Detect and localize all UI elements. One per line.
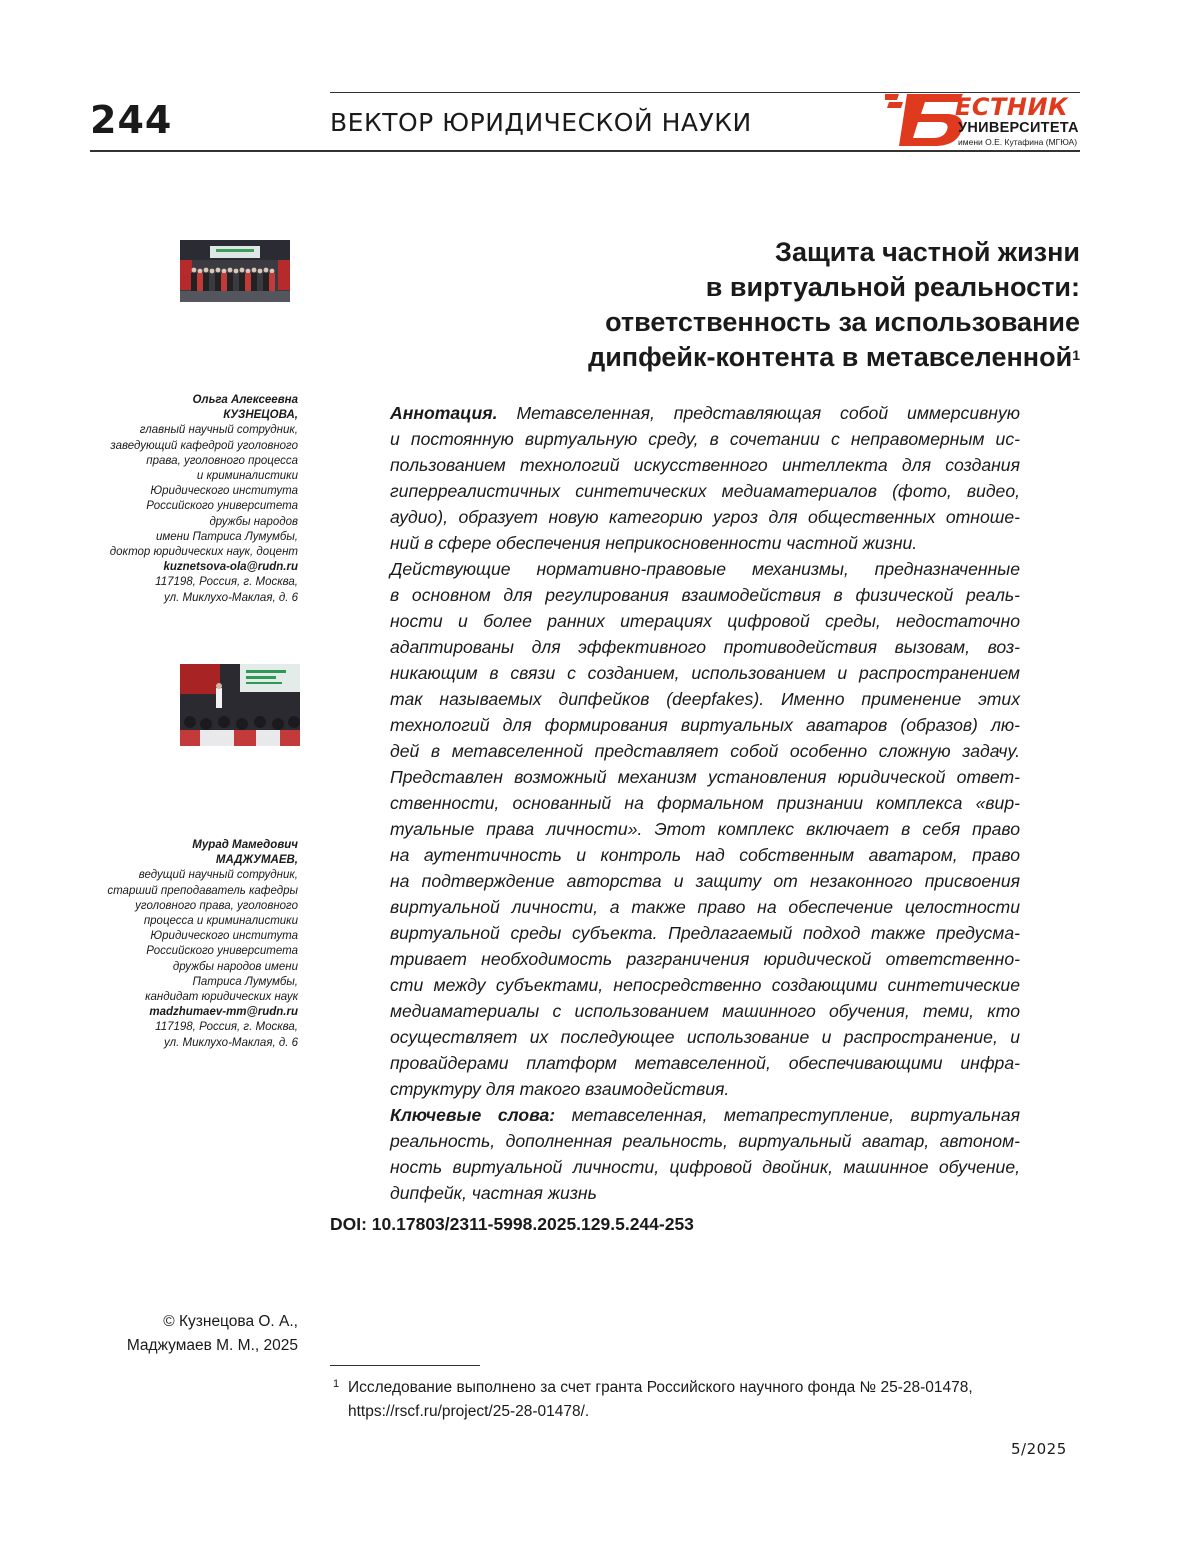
conference-photo-2 <box>180 664 300 746</box>
section-title: ВЕКТОР ЮРИДИЧЕСКОЙ НАУКИ <box>330 108 752 137</box>
footnote <box>348 1376 1088 1424</box>
abstract-line: технологий для формирования виртуальных аватаров (образов) лю- <box>390 712 1020 738</box>
abstract-line: ний в сфере обеспечения неприкосновенности частной жизни. <box>390 530 1020 556</box>
author-affiliation-line: и криминалистики <box>68 469 298 484</box>
author-block <box>68 393 298 606</box>
abstract-line: структуру для такого взаимодействия. <box>390 1076 1020 1102</box>
abstract-label: Аннотация. <box>390 403 498 423</box>
doi-link[interactable]: DOI: 10.17803/2311-5998.2025.129.5.244-253 <box>330 1214 694 1235</box>
author-address-line: 117198, Россия, г. Москва, <box>68 1020 298 1035</box>
header-rule-bottom <box>90 150 1080 152</box>
abstract-line-text: Метавселенная, представляющая собой иммерсивную <box>498 403 1021 423</box>
author-surname: КУЗНЕЦОВА, <box>68 408 298 423</box>
author-affiliation-line: Юридического института <box>68 929 298 944</box>
abstract-line: аудио), образует новую категорию угроз для общественных отноше- <box>390 504 1020 530</box>
author-affiliation-line: права, уголовного процесса <box>68 454 298 469</box>
keywords-line: дипфейк, частная жизнь <box>390 1180 1020 1206</box>
author-address-line: ул. Миклухо-Маклая, д. 6 <box>68 591 298 606</box>
title-line <box>460 340 1080 375</box>
abstract-line: на аутентичность и контроль над собственным аватаром, право <box>390 842 1020 868</box>
abstract-line: и постоянную виртуальную среду, в сочетании с неправомерным ис- <box>390 426 1020 452</box>
abstract-line: сти между субъектами, непосредственно создающими синтетические <box>390 972 1020 998</box>
author-affiliation-line: уголовного права, уголовного <box>68 899 298 914</box>
abstract-line <box>390 400 1020 426</box>
author-affiliation-line: кандидат юридических наук <box>68 990 298 1005</box>
author-affiliation-line: главный научный сотрудник, <box>68 423 298 438</box>
abstract-line: ности и более ранних итерациях цифровой среды, недостаточно <box>390 608 1020 634</box>
logo-word: ЕСТНИК <box>955 93 1068 121</box>
author-affiliation-line: имени Патриса Лумумбы, <box>68 530 298 545</box>
issue-number: 5/2025 <box>1011 1440 1067 1458</box>
author-affiliation-line: Российского университета <box>68 499 298 514</box>
keywords-line: реальность, дополненная реальность, виртуальный аватар, автоном- <box>390 1128 1020 1154</box>
logo-university: УНИВЕРСИТЕТА <box>958 120 1079 136</box>
abstract-line: Действующие нормативно-правовые механизмы, предназначенные <box>390 556 1020 582</box>
abstract-line: Представлен возможный механизм установления юридической ответ- <box>390 764 1020 790</box>
abstract-line: так называемых дипфейков (deepfakes). Именно применение этих <box>390 686 1020 712</box>
author-address-line: ул. Миклухо-Маклая, д. 6 <box>68 1036 298 1051</box>
copyright-line: © Кузнецова О. А., <box>38 1310 298 1334</box>
author-email-link[interactable]: madzhumaev-mm@rudn.ru <box>68 1005 298 1020</box>
title-line: Защита частной жизни <box>460 235 1080 270</box>
author-email-link[interactable]: kuznetsova-ola@rudn.ru <box>68 560 298 575</box>
keywords-line <box>390 1102 1020 1128</box>
article-title <box>460 235 1080 375</box>
abstract-line: виртуальной среды субъекта. Предлагаемый подход также предусма- <box>390 920 1020 946</box>
author-block <box>68 838 298 1051</box>
title-line: ответственность за использование <box>460 305 1080 340</box>
abstract-line: медиаматериалы с использованием машинного обучения, теми, кто <box>390 998 1020 1024</box>
abstract-line: провайдерами платформ метавселенной, обеспечивающими инфра- <box>390 1050 1020 1076</box>
author-affiliation-line: Юридического института <box>68 484 298 499</box>
abstract-line: на подтверждение авторства и защиту от незаконного присвоения <box>390 868 1020 894</box>
author-affiliation-line: Патриса Лумумбы, <box>68 975 298 990</box>
logo-subtitle: имени О.Е. Кутафина (МГЮА) <box>958 137 1077 147</box>
page-number: 244 <box>90 98 172 142</box>
abstract-line: виртуальной личности, а также право на обеспечение целостности <box>390 894 1020 920</box>
footnote-url-link[interactable]: https://rscf.ru/project/25-28-01478/. <box>348 1400 1088 1424</box>
author-affiliation-line: старший преподаватель кафедры <box>68 884 298 899</box>
footnote-marker: 1 <box>333 1378 339 1390</box>
author-surname: МАДЖУМАЕВ, <box>68 853 298 868</box>
title-footnote-mark[interactable]: 1 <box>1072 347 1080 363</box>
abstract <box>390 400 1020 1206</box>
copyright <box>38 1310 298 1358</box>
abstract-line: в основном для регулирования взаимодействия в физической реаль- <box>390 582 1020 608</box>
footnote-line: Исследование выполнено за счет гранта Российского научного фонда № 25-28-01478, <box>348 1376 1088 1400</box>
author-affiliation-line: доктор юридических наук, доцент <box>68 545 298 560</box>
abstract-line: адаптированы для эффективного противодействия вызовам, воз- <box>390 634 1020 660</box>
author-affiliation-line: ведущий научный сотрудник, <box>68 868 298 883</box>
copyright-line: Маджумаев М. М., 2025 <box>38 1334 298 1358</box>
abstract-line: пользованием технологий искусственного интеллекта для создания <box>390 452 1020 478</box>
conference-photo-1 <box>180 240 290 302</box>
abstract-line: тривает необходимость разграничения юридической ответственно- <box>390 946 1020 972</box>
abstract-line: туальные права личности». Этот комплекс включает в себя право <box>390 816 1020 842</box>
author-affiliation-line: процесса и криминалистики <box>68 914 298 929</box>
keywords-label: Ключевые слова: <box>390 1105 555 1125</box>
author-name: Ольга Алексеевна <box>68 393 298 408</box>
abstract-line: никающим в связи с созданием, использованием и распространением <box>390 660 1020 686</box>
author-name: Мурад Мамедович <box>68 838 298 853</box>
author-affiliation-line: дружбы народов <box>68 515 298 530</box>
author-affiliation-line: дружбы народов имени <box>68 960 298 975</box>
abstract-line: ственности, основанный на формальном признании комплекса «вир- <box>390 790 1020 816</box>
abstract-line: осуществляет их последующее использование и распространение, и <box>390 1024 1020 1050</box>
author-affiliation-line: Российского университета <box>68 944 298 959</box>
abstract-line: гиперреалистичных синтетических медиаматериалов (фото, видео, <box>390 478 1020 504</box>
keywords-line: ность виртуальной личности, цифровой двойник, машинное обучение, <box>390 1154 1020 1180</box>
author-affiliation-line: заведующий кафедрой уголовного <box>68 439 298 454</box>
abstract-line: дей в метавселенной представляет собой особенно сложную задачу. <box>390 738 1020 764</box>
author-address-line: 117198, Россия, г. Москва, <box>68 575 298 590</box>
title-line: в виртуальной реальности: <box>460 270 1080 305</box>
keywords-line-text: метавселенная, метапреступление, виртуальная <box>555 1105 1020 1125</box>
title-line-text: дипфейк-контента в метавселенной <box>588 342 1072 372</box>
footnote-rule <box>330 1365 480 1366</box>
